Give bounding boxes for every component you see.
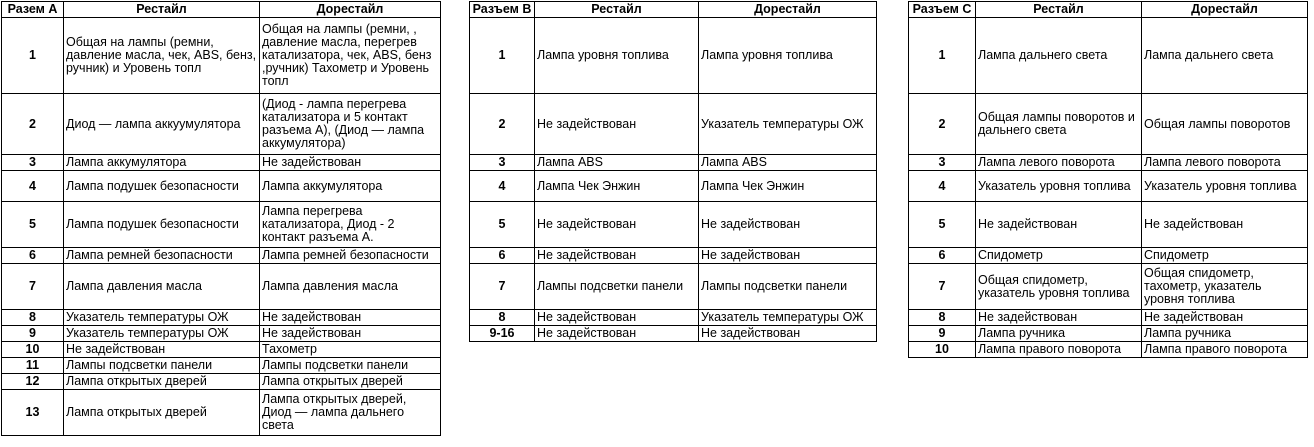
restyle-cell: Лампа давления масла [64, 264, 260, 310]
pin-number: 9 [2, 326, 64, 342]
table-row [2, 374, 441, 390]
pin-number: 5 [909, 202, 976, 248]
restyle-cell: Лампа открытых дверей [64, 374, 260, 390]
restyle-cell: Не задействован [535, 248, 699, 264]
table-row [2, 202, 441, 248]
prerestyle-cell: Не задействован [1142, 202, 1308, 248]
pin-number: 1 [470, 18, 535, 94]
prerestyle-cell: Указатель уровня топлива [1142, 171, 1308, 202]
pin-number: 5 [470, 202, 535, 248]
pin-number: 13 [2, 390, 64, 436]
table-row [470, 18, 877, 94]
table-row [470, 310, 877, 326]
table-row [909, 171, 1308, 202]
restyle-cell: Лампа дальнего света [976, 18, 1142, 94]
table-row [470, 248, 877, 264]
table-row [2, 342, 441, 358]
pin-number: 8 [470, 310, 535, 326]
table-row [2, 264, 441, 310]
connector-header: Разъем В [470, 2, 535, 18]
prerestyle-cell: Не задействован [260, 155, 441, 171]
restyle-cell: Лампа открытых дверей [64, 390, 260, 436]
prerestyle-cell: Лампа правого поворота [1142, 342, 1308, 358]
prerestyle-cell: Лампа открытых дверей [260, 374, 441, 390]
restyle-cell: Лампы подсветки панели [64, 358, 260, 374]
table-row [470, 171, 877, 202]
pin-number: 1 [909, 18, 976, 94]
restyle-cell: Не задействован [64, 342, 260, 358]
prerestyle-cell: (Диод - лампа перегрева катализатора и 5 контакт разъема А), (Диод — лампа аккумулятора) [260, 94, 441, 155]
pin-number: 9-16 [470, 326, 535, 342]
restyle-header: Рестайл [64, 2, 260, 18]
restyle-cell: Диод — лампа аккуумулятора [64, 94, 260, 155]
prerestyle-cell: Не задействован [699, 248, 877, 264]
prerestyle-cell: Указатель температуры ОЖ [699, 94, 877, 155]
restyle-cell: Не задействован [535, 326, 699, 342]
prerestyle-cell: Спидометр [1142, 248, 1308, 264]
table-row [909, 310, 1308, 326]
prerestyle-cell: Лампа открытых дверей, Диод — лампа дальнего света [260, 390, 441, 436]
pin-number: 3 [470, 155, 535, 171]
pin-number: 6 [2, 248, 64, 264]
prerestyle-cell: Лампа Чек Энжин [699, 171, 877, 202]
pin-number: 4 [2, 171, 64, 202]
table-row [2, 248, 441, 264]
pin-number: 9 [909, 326, 976, 342]
prerestyle-cell: Общая лампы поворотов [1142, 94, 1308, 155]
table-row [2, 94, 441, 155]
table-row [470, 94, 877, 155]
restyle-cell: Лампа Чек Энжин [535, 171, 699, 202]
table-row [2, 171, 441, 202]
restyle-cell: Лампа подушек безопасности [64, 202, 260, 248]
restyle-cell: Спидометр [976, 248, 1142, 264]
table-row [909, 18, 1308, 94]
prerestyle-cell: Лампа перегрева катализатора, Диод - 2 контакт разъема А. [260, 202, 441, 248]
pin-number: 10 [2, 342, 64, 358]
prerestyle-cell: Лампа уровня топлива [699, 18, 877, 94]
restyle-cell: Указатель температуры ОЖ [64, 310, 260, 326]
table-row [470, 326, 877, 342]
pin-number: 7 [470, 264, 535, 310]
restyle-cell: Не задействован [535, 94, 699, 155]
restyle-cell: Не задействован [535, 202, 699, 248]
prerestyle-cell: Лампы подсветки панели [260, 358, 441, 374]
prerestyle-cell: Лампы подсветки панели [699, 264, 877, 310]
restyle-cell: Указатель уровня топлива [976, 171, 1142, 202]
table-row [909, 326, 1308, 342]
table-row [2, 358, 441, 374]
pin-number: 12 [2, 374, 64, 390]
pin-number: 6 [470, 248, 535, 264]
table-row [909, 248, 1308, 264]
table-row [2, 155, 441, 171]
pin-number: 10 [909, 342, 976, 358]
connector-header: Разем А [2, 2, 64, 18]
table-row [470, 202, 877, 248]
table-header-row [470, 2, 877, 18]
pin-number: 5 [2, 202, 64, 248]
prerestyle-cell: Лампа аккумулятора [260, 171, 441, 202]
restyle-cell: Лампа ремней безопасности [64, 248, 260, 264]
table-row [909, 264, 1308, 310]
table-header-row [909, 2, 1308, 18]
table-row [2, 18, 441, 94]
table-row [470, 264, 877, 310]
pin-number: 7 [2, 264, 64, 310]
prerestyle-cell: Лампа давления масла [260, 264, 441, 310]
restyle-cell: Лампа уровня топлива [535, 18, 699, 94]
restyle-cell: Лампа ручника [976, 326, 1142, 342]
restyle-cell: Не задействован [535, 310, 699, 326]
pin-number: 2 [909, 94, 976, 155]
prerestyle-cell: Лампа дальнего света [1142, 18, 1308, 94]
prerestyle-header: Дорестайл [1142, 2, 1308, 18]
pin-number: 6 [909, 248, 976, 264]
restyle-header: Рестайл [535, 2, 699, 18]
pin-number: 4 [470, 171, 535, 202]
restyle-cell: Лампы подсветки панели [535, 264, 699, 310]
prerestyle-cell: Не задействован [260, 310, 441, 326]
table-header-row [2, 2, 441, 18]
restyle-cell: Общая на лампы (ремни, давление масла, чек, ABS, бенз, ручник) и Уровень топл [64, 18, 260, 94]
restyle-cell: Общая спидометр, указатель уровня топлива [976, 264, 1142, 310]
prerestyle-cell: Лампа ручника [1142, 326, 1308, 342]
restyle-cell: Общая лампы поворотов и дальнего света [976, 94, 1142, 155]
table-row [2, 390, 441, 436]
pin-number: 2 [470, 94, 535, 155]
prerestyle-cell: Лампа ремней безопасности [260, 248, 441, 264]
restyle-cell: Указатель температуры ОЖ [64, 326, 260, 342]
prerestyle-cell: Не задействован [699, 326, 877, 342]
prerestyle-cell: Указатель температуры ОЖ [699, 310, 877, 326]
prerestyle-header: Дорестайл [699, 2, 877, 18]
connector-c-table [908, 1, 1308, 358]
pin-number: 11 [2, 358, 64, 374]
prerestyle-cell: Лампа ABS [699, 155, 877, 171]
prerestyle-cell: Общая на лампы (ремни, , давление масла, перегрев катализатора, чек, ABS, бенз ,ручник) Тахометр и Уровень топл [260, 18, 441, 94]
connector-a-table [1, 1, 441, 436]
pin-number: 8 [909, 310, 976, 326]
pin-number: 8 [2, 310, 64, 326]
restyle-cell: Лампа подушек безопасности [64, 171, 260, 202]
restyle-cell: Лампа правого поворота [976, 342, 1142, 358]
connector-b-table [469, 1, 877, 342]
prerestyle-cell: Тахометр [260, 342, 441, 358]
prerestyle-cell: Не задействован [1142, 310, 1308, 326]
prerestyle-cell: Общая спидометр, тахометр, указатель уровня топлива [1142, 264, 1308, 310]
pin-number: 1 [2, 18, 64, 94]
table-row [909, 202, 1308, 248]
restyle-cell: Не задействован [976, 310, 1142, 326]
restyle-cell: Лампа аккумулятора [64, 155, 260, 171]
prerestyle-header: Дорестайл [260, 2, 441, 18]
connector-header: Разъем С [909, 2, 976, 18]
pin-number: 3 [2, 155, 64, 171]
table-row [909, 155, 1308, 171]
table-row [909, 94, 1308, 155]
pin-number: 3 [909, 155, 976, 171]
restyle-cell: Не задействован [976, 202, 1142, 248]
pin-number: 7 [909, 264, 976, 310]
table-row [470, 155, 877, 171]
table-row [2, 326, 441, 342]
prerestyle-cell: Не задействован [260, 326, 441, 342]
restyle-cell: Лампа левого поворота [976, 155, 1142, 171]
table-row [909, 342, 1308, 358]
table-row [2, 310, 441, 326]
restyle-cell: Лампа ABS [535, 155, 699, 171]
prerestyle-cell: Лампа левого поворота [1142, 155, 1308, 171]
restyle-header: Рестайл [976, 2, 1142, 18]
pin-number: 4 [909, 171, 976, 202]
pin-number: 2 [2, 94, 64, 155]
prerestyle-cell: Не задействован [699, 202, 877, 248]
